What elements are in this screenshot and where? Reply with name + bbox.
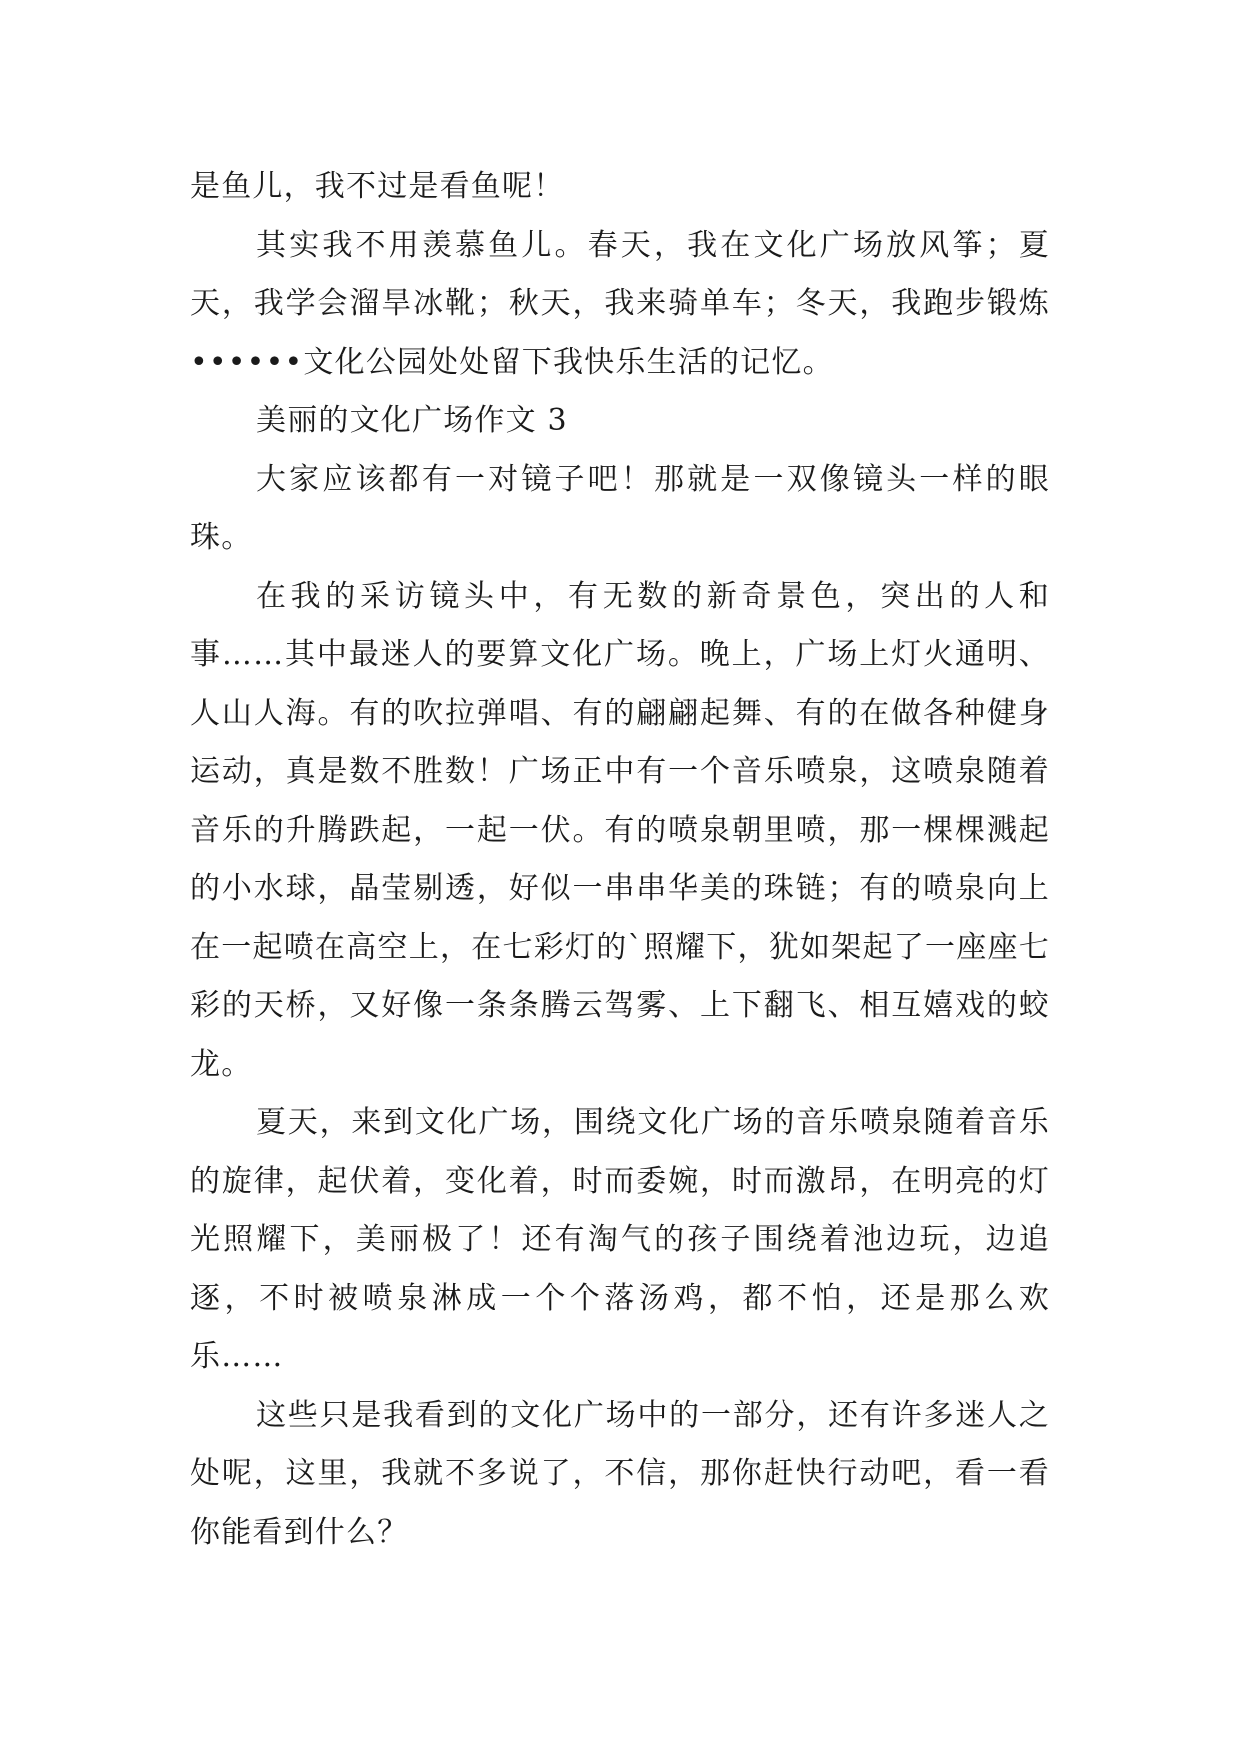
paragraph-1: 大家应该都有一对镜子吧！那就是一双像镜头一样的眼珠。 — [190, 461, 1050, 555]
document-body — [190, 158, 1050, 1562]
paragraph-seasons: 其实我不用羡慕鱼儿。春天，我在文化广场放风筝；夏天，我学会溜旱冰靴；秋天，我来骑单车；冬天，我跑步锻炼••••••文化公园处处留下我快乐生活的记忆。 — [190, 227, 1050, 380]
paragraph-4: 这些只是我看到的文化广场中的一部分，还有许多迷人之处呢，这里，我就不多说了，不信，那你赶快行动吧，看一看你能看到什么？ — [190, 1397, 1050, 1550]
paragraph-2: 在我的采访镜头中，有无数的新奇景色，突出的人和事……其中最迷人的要算文化广场。晚上，广场上灯火通明、人山人海。有的吹拉弹唱、有的翩翩起舞、有的在做各种健身运动，真是数不胜数！广场正中有一个音乐喷泉，这喷泉随着音乐的升腾跌起，一起一伏。有的喷泉朝里喷，那一棵棵溅起的小水球，晶莹剔透，好似一串串华美的珠链；有的喷泉向上在一起喷在高空上，在七彩灯的`照耀下，犹如架起了一座座七彩的天桥，又好像一条条腾云驾雾、上下翻飞、相互嬉戏的蛟龙。 — [190, 578, 1050, 1082]
paragraph-3: 夏天，来到文化广场，围绕文化广场的音乐喷泉随着音乐的旋律，起伏着，变化着，时而委婉，时而激昂，在明亮的灯光照耀下，美丽极了！还有淘气的孩子围绕着池边玩，边追逐，不时被喷泉淋成一个个落汤鸡，都不怕，还是那么欢乐…… — [190, 1105, 1050, 1374]
continued-paragraph: 是鱼儿，我不过是看鱼呢！ — [190, 169, 565, 204]
essay-title: 美丽的文化广场作文 3 — [256, 403, 568, 438]
